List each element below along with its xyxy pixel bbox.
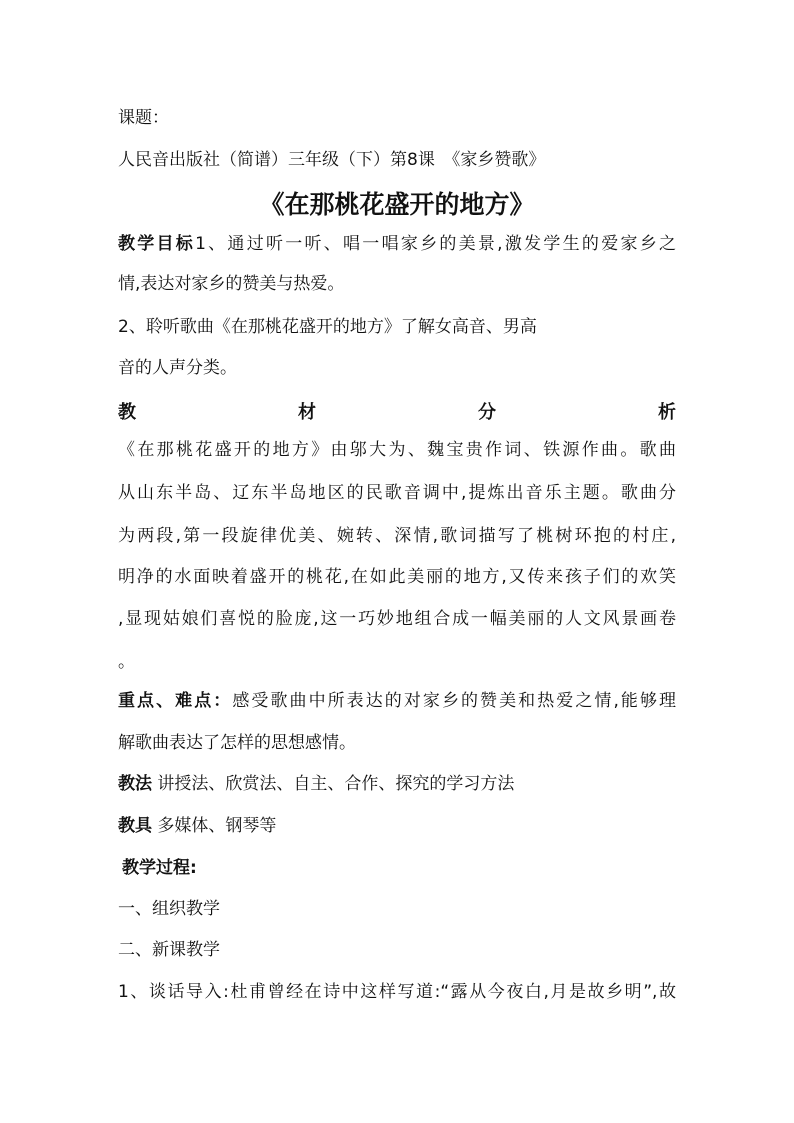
- analysis-heading-char: 教: [118, 402, 136, 423]
- analysis-line-4: 明净的水面映着盛开的桃花,在如此美丽的地方,又传来孩子们的欢笑: [118, 567, 676, 587]
- goals-line-2: 情,表达对家乡的赞美与热爱。: [118, 274, 345, 294]
- goals-line-1: [118, 233, 676, 255]
- goals-text-1: 1、通过听一听、唱一唱家乡的美景,激发学生的爱家乡之: [195, 234, 677, 254]
- tools-label: 教具: [118, 816, 152, 836]
- key-points-text-1: 感受歌曲中所表达的对家乡的赞美和热爱之情,能够理: [232, 691, 677, 711]
- analysis-heading-char: 析: [658, 402, 676, 423]
- process-step-1: 一、组织教学: [118, 899, 220, 919]
- method-text: 讲授法、欣赏法、自主、合作、探究的学习方法: [152, 774, 515, 794]
- goals-label: 教学目标: [118, 234, 196, 254]
- goals-line-3: 2、聆听歌曲《在那桃花盛开的地方》了解女高音、男高: [118, 317, 537, 337]
- analysis-heading-char: 材: [298, 402, 316, 423]
- process-step-2: 二、新课教学: [118, 940, 220, 960]
- analysis-heading: [118, 398, 676, 424]
- process-step-3: 1、谈话导入:杜甫曾经在诗中这样写道:“露从今夜白,月是故乡明”,故: [118, 982, 676, 1002]
- tools-line: [118, 815, 676, 837]
- analysis-line-6: 。: [118, 652, 135, 672]
- method-line: [118, 773, 676, 795]
- key-points-label: 重点、难点：: [118, 691, 233, 711]
- source-line: 人民音出版社（简谱）三年级（下）第8课 《家乡赞歌》: [118, 150, 546, 170]
- page-title: 《在那桃花盛开的地方》: [259, 190, 535, 219]
- analysis-heading-char: 分: [478, 402, 496, 423]
- goals-line-4: 音的人声分类。: [118, 358, 237, 378]
- process-heading: 教学过程:: [122, 858, 197, 878]
- topic-label: 课题：: [118, 108, 169, 128]
- method-label: 教法: [118, 774, 152, 794]
- analysis-line-1: 《在那桃花盛开的地方》由邬大为、魏宝贵作词、铁源作曲。歌曲: [118, 440, 676, 460]
- key-points-line-2: 解歌曲表达了怎样的思想感情。: [118, 733, 356, 753]
- analysis-line-3: 为两段,第一段旋律优美、婉转、深情,歌词描写了桃树环抱的村庄,: [118, 526, 676, 546]
- key-points-line-1: [118, 690, 676, 712]
- tools-text: 多媒体、钢琴等: [152, 816, 277, 836]
- analysis-line-5: ,显现姑娘们喜悦的脸庞,这一巧妙地组合成一幅美丽的人文风景画卷: [118, 609, 676, 629]
- analysis-line-2: 从山东半岛、辽东半岛地区的民歌音调中,提炼出音乐主题。歌曲分: [118, 483, 676, 503]
